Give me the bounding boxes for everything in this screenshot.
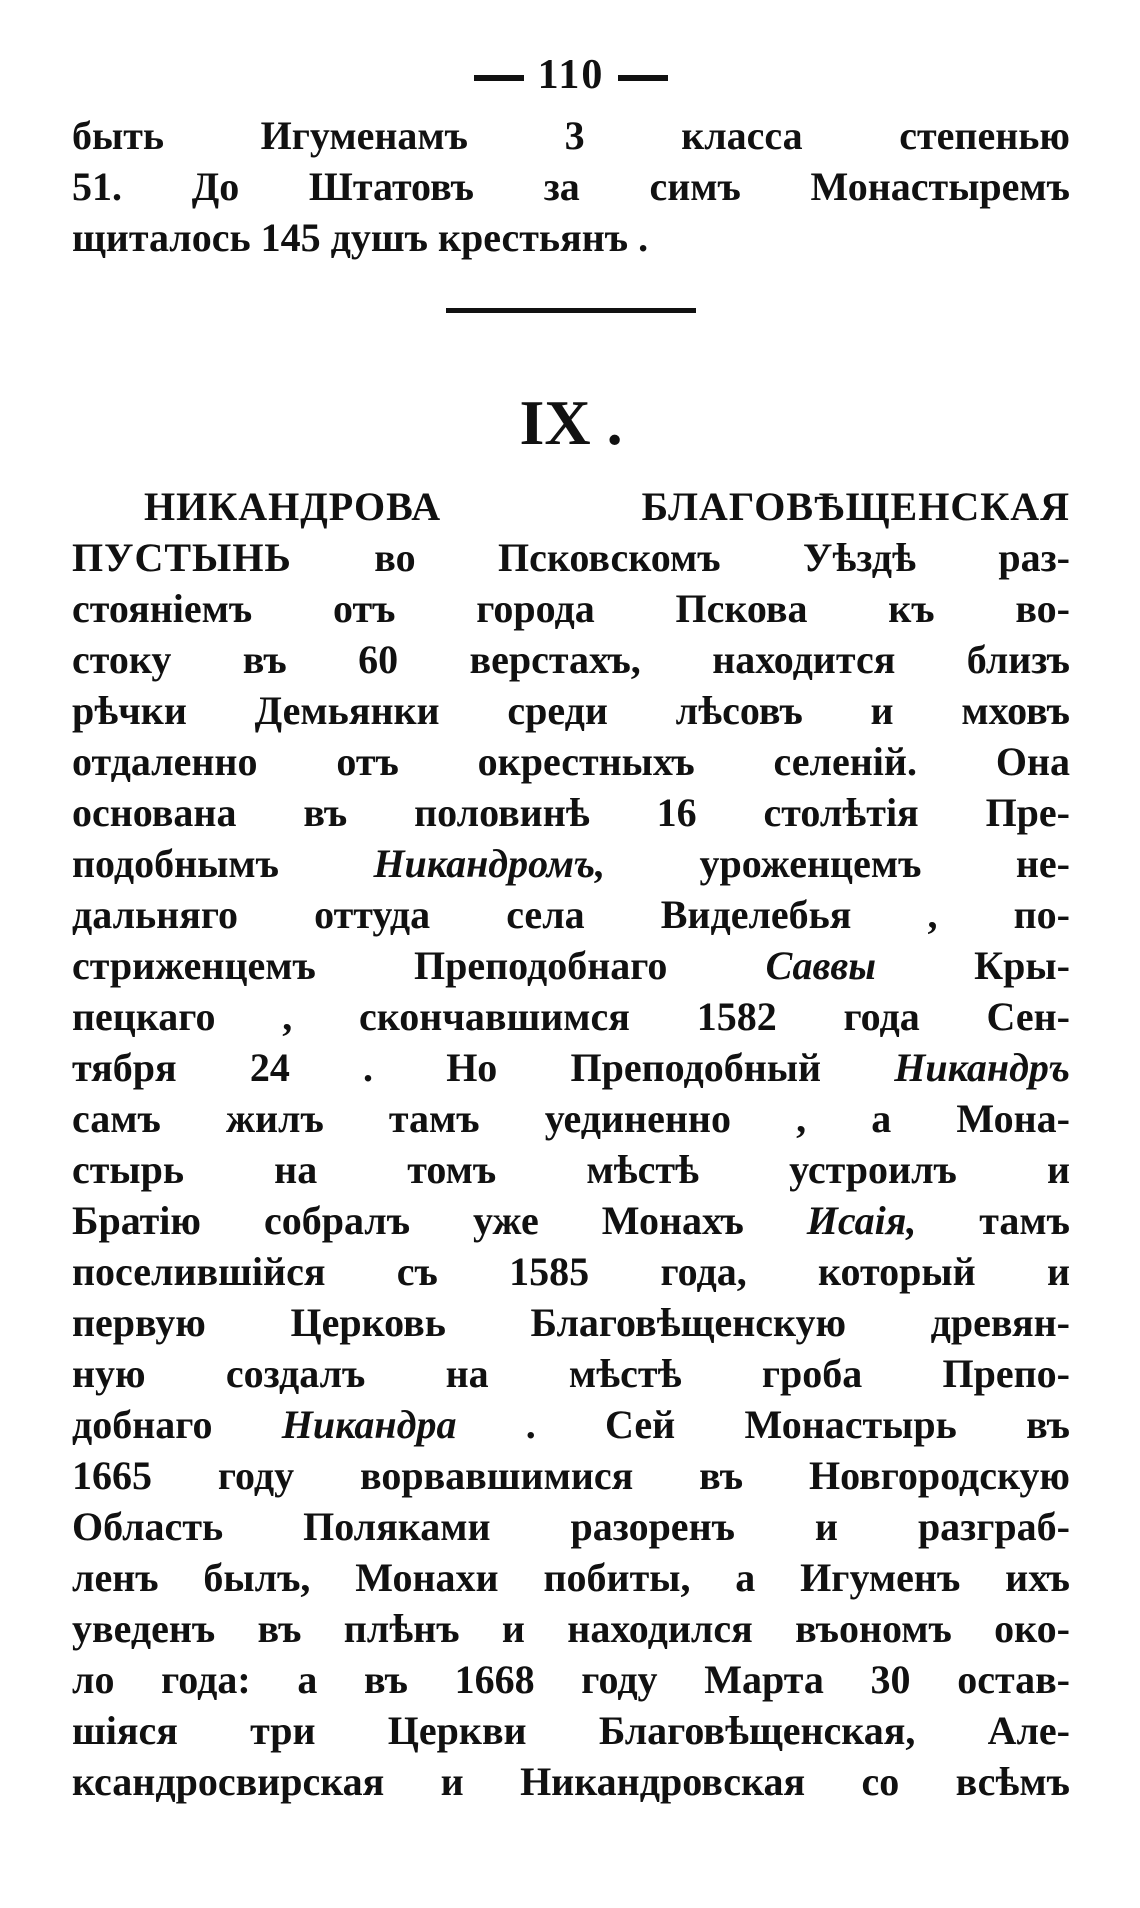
text-fragment: уроженцемъ не- <box>605 841 1070 886</box>
header-dash-right <box>618 75 668 81</box>
text-line <box>72 940 1070 991</box>
text-line: стояніемъ отъ города Пскова къ во- <box>72 586 1070 631</box>
text-line: первую Церковь Благовѣщенскую древян- <box>72 1300 1070 1345</box>
text-line: рѣчки Демьянки среди лѣсовъ и мховъ <box>72 688 1070 733</box>
text-line <box>72 1399 1070 1450</box>
text-line: 51. До Штатовъ за симъ Монастыремъ <box>72 164 1070 209</box>
italic-name: Саввы <box>765 943 877 988</box>
book-page <box>72 40 1070 1807</box>
page-header <box>72 40 1070 110</box>
text-line: основана въ половинѣ 16 столѣтія Пре- <box>72 790 1070 835</box>
section-numeral: IX . <box>519 387 623 458</box>
monastery-title: НИКАНДРОВА БЛАГОВѢЩЕНСКАЯ <box>144 484 1070 529</box>
text-fragment: подобнымъ <box>72 841 374 886</box>
header-dash-left <box>474 75 524 81</box>
text-line: шіяся три Церкви Благовѣщенская, Але- <box>72 1708 1070 1753</box>
section-divider <box>446 308 696 313</box>
text-line: ксандросвирская и Никандровская со всѣмъ <box>72 1759 1070 1804</box>
italic-name: Никандра <box>281 1402 457 1447</box>
text-line: быть Игуменамъ 3 класса степенью <box>72 113 1070 158</box>
italic-name: Исаія, <box>806 1198 917 1243</box>
text-line: поселившійся съ 1585 года, который и <box>72 1249 1070 1294</box>
text-line: ло года: а въ 1668 году Марта 30 остав- <box>72 1657 1070 1702</box>
text-line: стоку въ 60 верстахъ, находится близъ <box>72 637 1070 682</box>
text-line: самъ жилъ тамъ уединенно , а Мона- <box>72 1096 1070 1141</box>
text-fragment: Братію собралъ уже Монахъ <box>72 1198 807 1243</box>
text-line: пецкаго , скончавшимся 1582 года Сен- <box>72 994 1070 1039</box>
monastery-title-cont: ПУСТЫНЬ <box>72 535 292 580</box>
text-line: ную создалъ на мѣстѣ гроба Препо- <box>72 1351 1070 1396</box>
text-line: щиталось 145 душъ крестьянъ . <box>72 215 649 260</box>
text-fragment: добнаго <box>72 1402 282 1447</box>
text-line <box>72 838 1070 889</box>
text-line: уведенъ въ плѣнъ и находился въономъ око- <box>72 1606 1070 1651</box>
text-fragment: . Сей Монастырь въ <box>456 1402 1070 1447</box>
page-number: 110 <box>537 52 605 98</box>
text-line: ленъ былъ, Монахи побиты, а Игуменъ ихъ <box>72 1555 1070 1600</box>
text-fragment: стриженцемъ Преподобнаго <box>72 943 766 988</box>
top-paragraph <box>72 110 1070 263</box>
text-fragment: тября 24 . Но Преподобный <box>72 1045 895 1090</box>
text-line <box>72 1195 1070 1246</box>
text-line <box>72 1042 1070 1093</box>
text-fragment: тамъ <box>916 1198 1070 1243</box>
text-line: дальняго оттуда села Виделебья , по- <box>72 892 1070 937</box>
text-line: 1665 году ворвавшимися въ Новгородскую <box>72 1453 1070 1498</box>
text-line: стырь на томъ мѣстѣ устроилъ и <box>72 1147 1070 1192</box>
main-paragraph <box>72 481 1070 1807</box>
italic-name: Никандръ <box>894 1045 1070 1090</box>
text-fragment: во Псковскомъ Уѣздѣ раз- <box>291 535 1070 580</box>
text-line: Область Поляками разоренъ и разграб- <box>72 1504 1070 1549</box>
text-line: отдаленно отъ окрестныхъ селеній. Она <box>72 739 1070 784</box>
text-fragment: Кры- <box>876 943 1070 988</box>
italic-name: Никандромъ, <box>373 841 606 886</box>
text-line <box>72 532 1070 583</box>
